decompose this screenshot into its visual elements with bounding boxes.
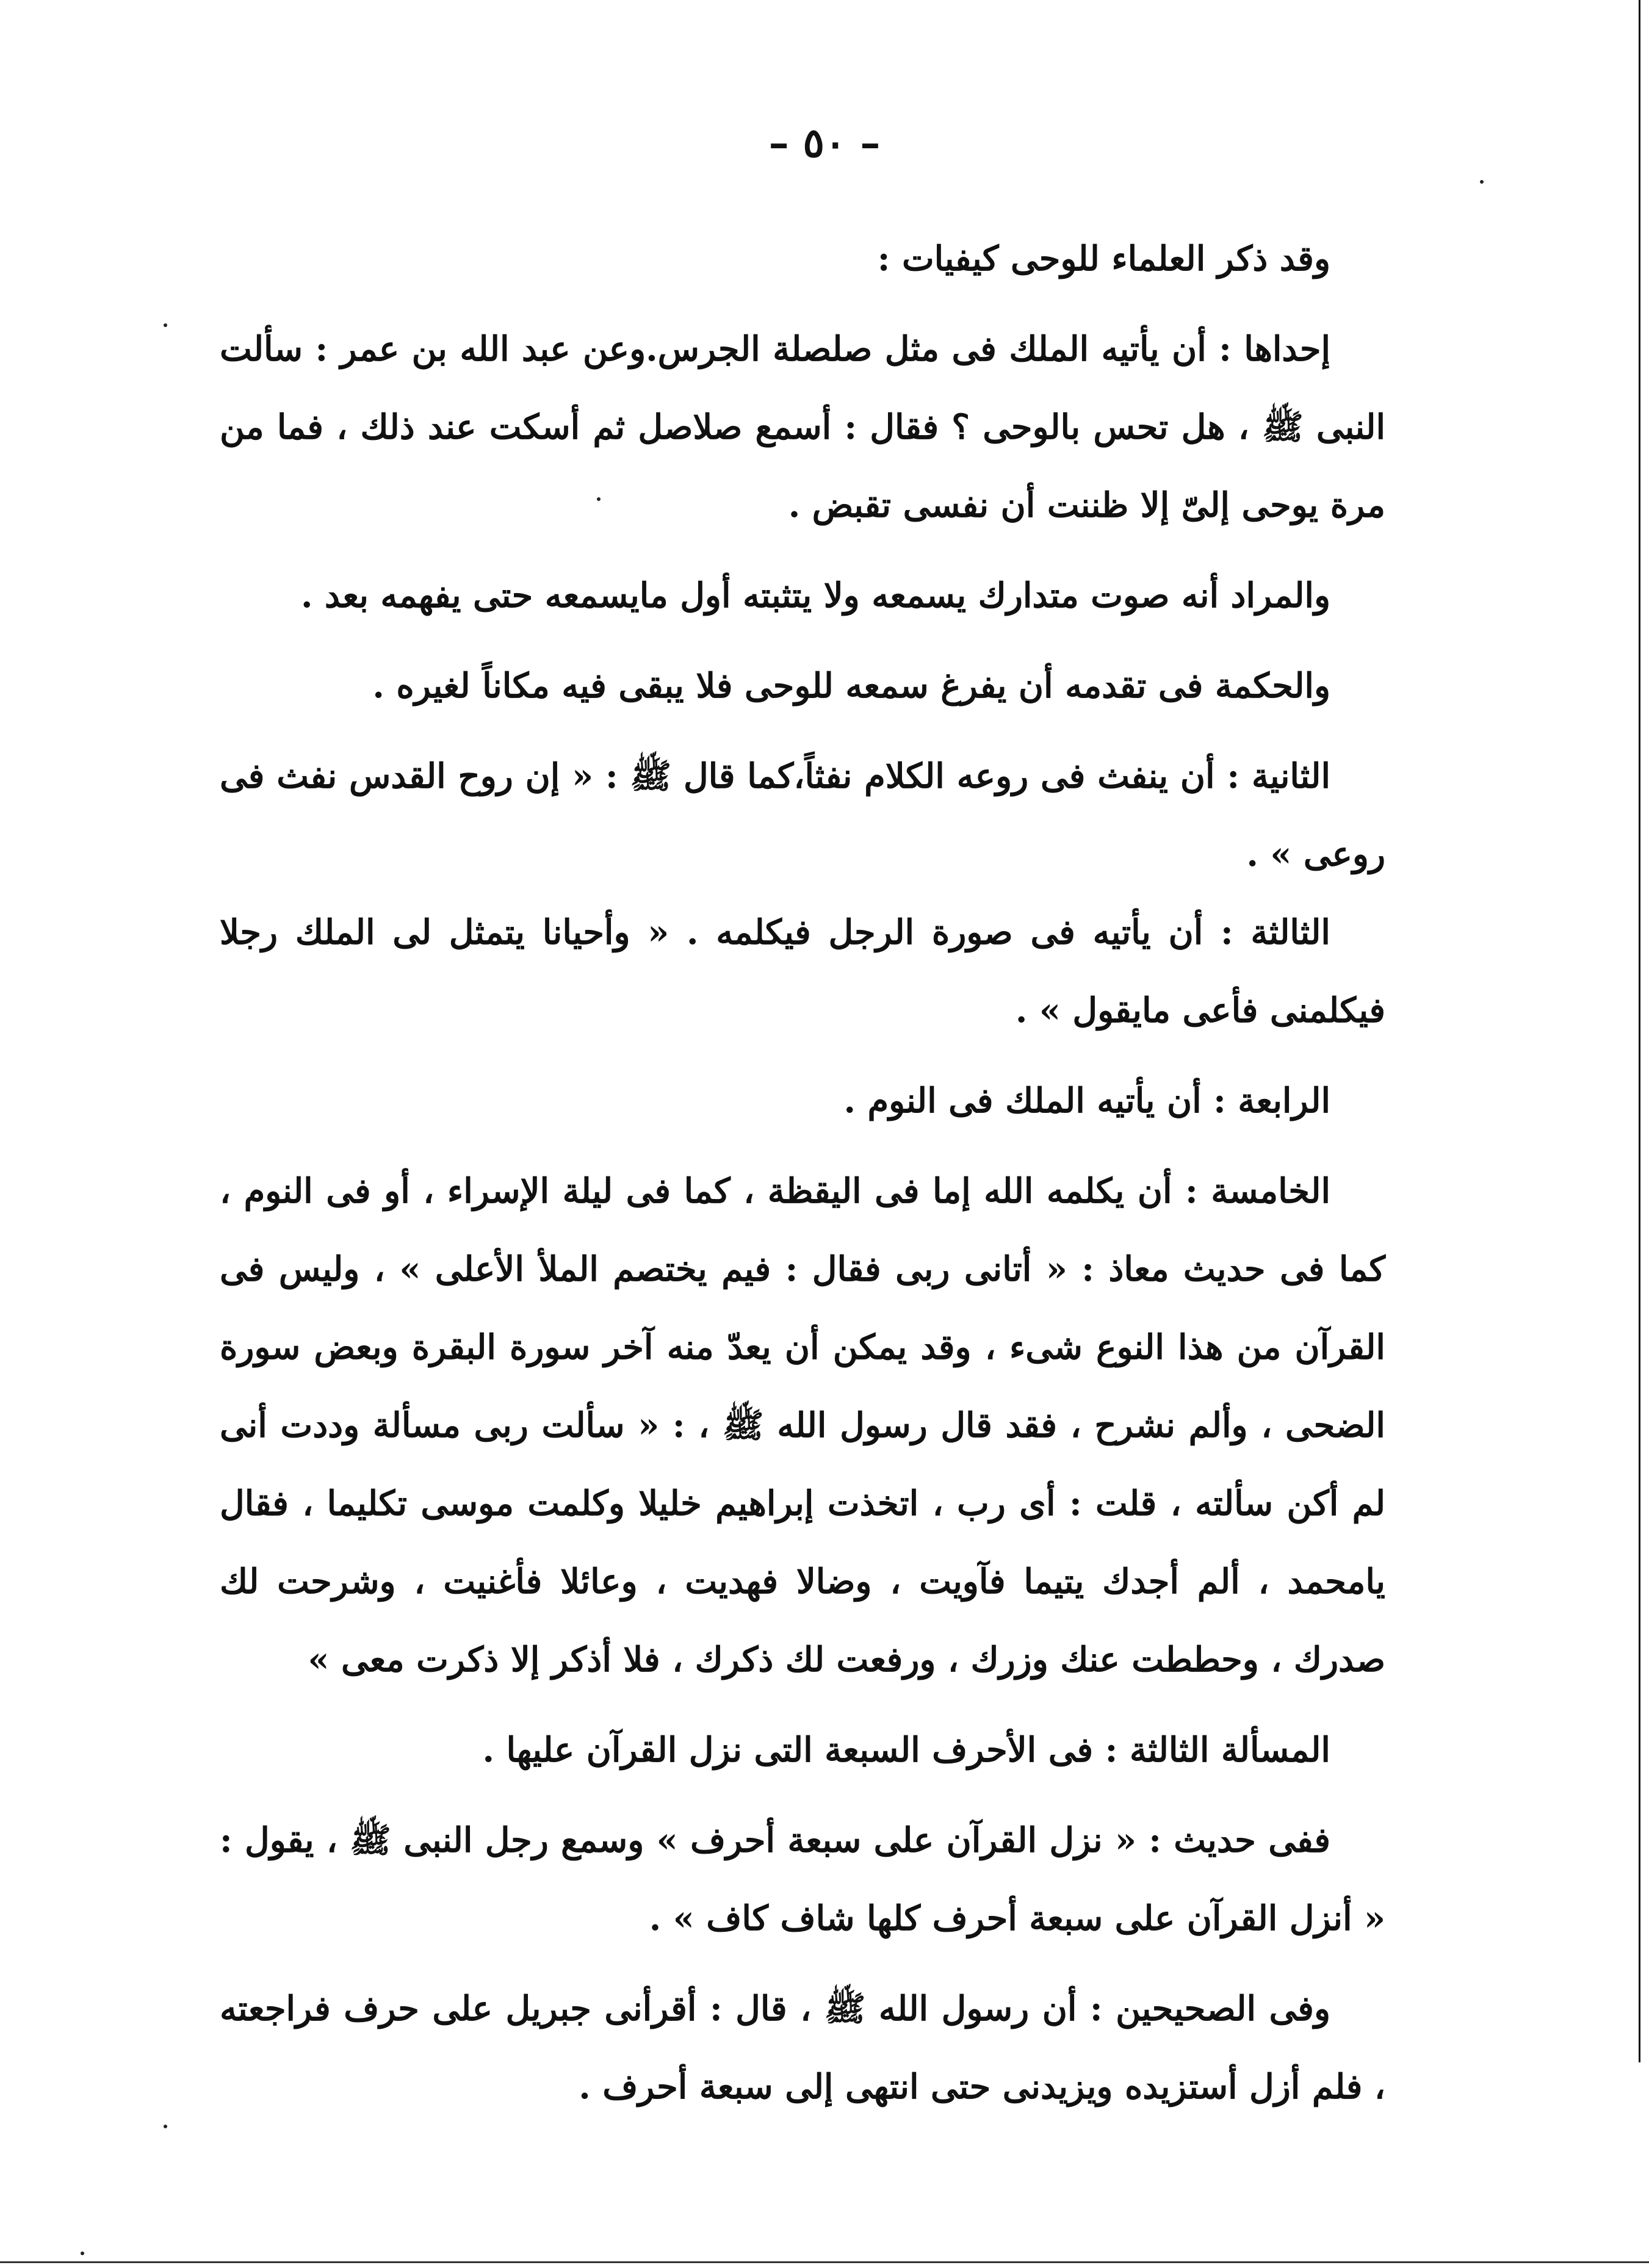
- scan-speck: [597, 497, 601, 501]
- paragraph-wisdom: والحكمة فى تقدمه أن يفرغ سمعه للوحى فلا يبقى فيه مكاناً لغيره .: [372, 666, 1330, 706]
- scan-speck: [164, 323, 167, 327]
- scan-speck: [81, 2252, 84, 2255]
- scan-edge-rule: [1639, 0, 1640, 2062]
- page-number: – ٥٠ –: [768, 119, 881, 167]
- paragraph-first-mode: إحداها : أن يأتيه الملك فى مثل صلصلة الجرس.وعن عبد الله بن عمر : سألت النبى ﷺ ، هل تحس بالوحى ؟ فقال : أسمع صلاصل ثم أسكت عند ذلك ، فما من مرة يوحى إلىّ إلا ظننت أن نفسى تقبض .: [220, 329, 1386, 525]
- paragraph-explanation: والمراد أنه صوت متدارك يسمعه ولا يتثبته أول مايسمعه حتى يفهمه بعد .: [300, 575, 1330, 616]
- paragraph-sahihain: وفى الصحيحين : أن رسول الله ﷺ ، قال : أقرأنى جبريل على حرف فراجعته ، فلم أزل أستزيده ويزيدنى حتى انتهى إلى سبعة أحرف .: [220, 1989, 1385, 2107]
- paragraph-fourth-mode: الرابعة : أن يأتيه الملك فى النوم .: [843, 1081, 1330, 1121]
- scan-speck: [164, 2125, 167, 2128]
- paragraph-fifth-mode: الخامسة : أن يكلمه الله إما فى اليقظة ، كما فى ليلة الإسراء ، أو فى النوم ، كما فى حديث معاذ : « أتانى ربى فقال : فيم يختصم الملأ الأعلى » ، وليس فى القرآن من هذا النوع شىء ، وقد يمكن أن يعدّ منه آخر سورة البقرة وبعض سورة الضحى ، وألم نشرح ، فقد قال رسول الله ﷺ ، : « سألت ربى مسألة وددت أنى لم أكن سألته ، قلت : أى رب ، اتخذت إبراهيم خليلا وكلمت موسى تكليما ، فقال يامحمد ، ألم أجدك يتيما فآويت ، وضالا فهديت ، وعائلا فأغنيت ، وشرحت لك صدرك ، وحططت عنك وزرك ، ورفعت لك ذكرك ، فلا أذكر إلا ذكرت معى »: [220, 1171, 1386, 1680]
- paragraph-intro: وقد ذكر العلماء للوحى كيفيات :: [877, 239, 1330, 279]
- body-text: [220, 220, 1385, 2126]
- scan-bottom-rule: [0, 2261, 1649, 2263]
- scan-speck: [1480, 180, 1484, 184]
- paragraph-third-mode: الثالثة : أن يأتيه فى صورة الرجل فيكلمه . « وأحيانا يتمثل لى الملك رجلا فيكلمنى فأعى مايقول » .: [220, 912, 1385, 1031]
- paragraph-second-mode: الثانية : أن ينفث فى روعه الكلام نفثاً،كما قال ﷺ : « إن روح القدس نفث فى روعى » .: [220, 756, 1385, 874]
- paragraph-hadith-seven-letters: ففى حديث : « نزل القرآن على سبعة أحرف » وسمع رجل النبى ﷺ ، يقول : « أنزل القرآن على سبعة أحرف كلها شاف كاف » .: [220, 1820, 1385, 1939]
- paragraph-third-issue-heading: المسألة الثالثة : فى الأحرف السبعة التى نزل القرآن عليها .: [482, 1730, 1330, 1770]
